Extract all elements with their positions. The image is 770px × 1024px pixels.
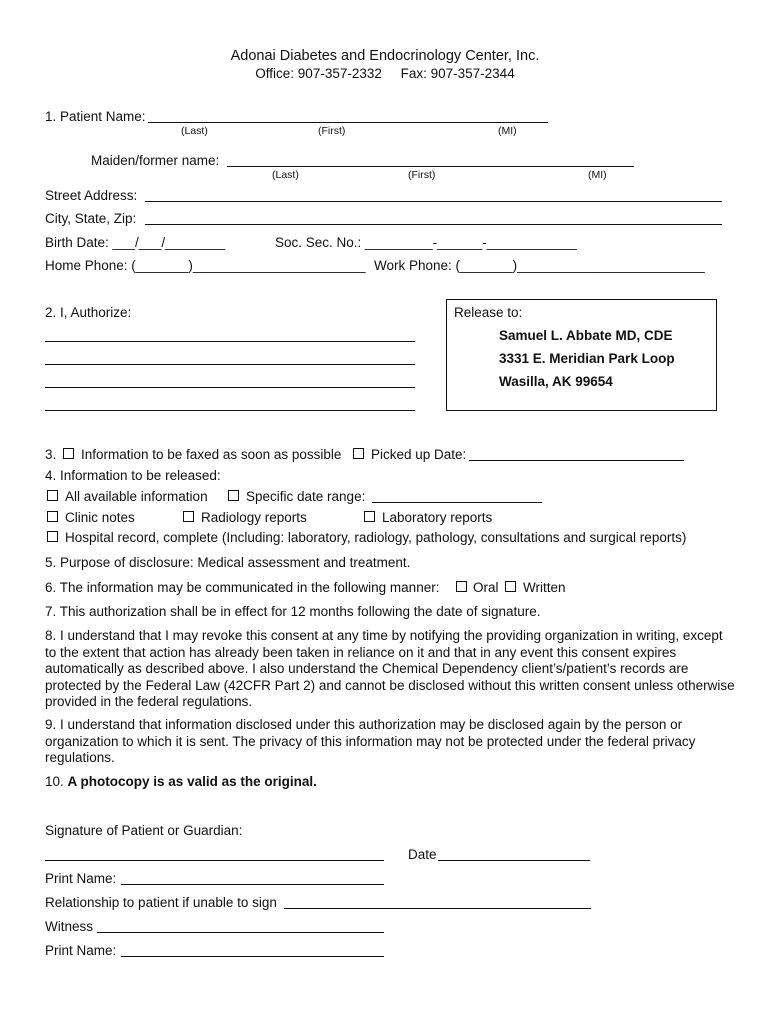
witness-label: Witness: [45, 919, 94, 934]
item-9: 9. I understand that information disclosed under this authorization may be disclosed again by the person or organization to which it is sent. The privacy of this information may not be protected under the federal privacy regulations.: [45, 717, 696, 765]
maiden-mi-hint: (MI): [588, 169, 607, 181]
first-hint: (First): [318, 125, 346, 137]
clinic-notes-checkbox[interactable]: [47, 511, 58, 522]
work-phone-field[interactable]: Work Phone: (_______)_________________________: [374, 258, 705, 273]
hospital-record-label: Hospital record, complete (Including: laboratory, radiology, pathology, consultations and surgical reports): [65, 530, 687, 545]
relationship-field[interactable]: [284, 908, 591, 909]
signature-label: Signature of Patient or Guardian:: [45, 823, 243, 838]
item-6: 6. The information may be communicated in the following manner:: [45, 580, 440, 595]
radiology-label: Radiology reports: [201, 510, 307, 525]
authorize-label: 2. I, Authorize:: [45, 305, 132, 320]
item-10-text: A photocopy is as valid as the original.: [67, 774, 317, 789]
picked-up-label: Picked up Date:: [371, 447, 467, 462]
print-name-2-field[interactable]: [121, 956, 384, 957]
authorize-line-3[interactable]: [45, 387, 415, 388]
item-7: 7. This authorization shall be in effect for 12 months following the date of signature.: [45, 604, 541, 619]
picked-up-date-field[interactable]: [469, 460, 684, 461]
print-name-2-label: Print Name:: [45, 943, 117, 958]
maiden-name-label: Maiden/former name:: [91, 153, 220, 168]
faxed-checkbox[interactable]: [63, 448, 74, 459]
item-10: [45, 774, 317, 789]
all-info-label: All available information: [65, 489, 208, 504]
release-city: Wasilla, AK 99654: [499, 374, 613, 389]
release-name: Samuel L. Abbate MD, CDE: [499, 328, 673, 343]
birth-date-field[interactable]: Birth Date: ___/___/________: [45, 235, 226, 250]
release-address: 3331 E. Meridian Park Loop: [499, 351, 675, 366]
picked-up-checkbox[interactable]: [353, 448, 364, 459]
laboratory-checkbox[interactable]: [364, 511, 375, 522]
maiden-first-hint: (First): [408, 169, 436, 181]
date-field[interactable]: [438, 860, 590, 861]
item-4-label: 4. Information to be released:: [45, 468, 221, 483]
patient-name-label: 1. Patient Name:: [45, 109, 146, 124]
contact-info: Office: 907-357-2332 Fax: 907-357-2344: [255, 66, 515, 81]
city-state-zip-field[interactable]: [145, 224, 722, 225]
home-phone-field[interactable]: Home Phone: (_______)_______________________: [45, 258, 366, 273]
authorize-line-1[interactable]: [45, 341, 415, 342]
maiden-last-hint: (Last): [272, 169, 299, 181]
item-10-number: 10.: [45, 774, 64, 789]
written-label: Written: [523, 580, 566, 595]
mi-hint: (MI): [498, 125, 517, 137]
specific-range-field[interactable]: [372, 502, 542, 503]
specific-range-checkbox[interactable]: [228, 490, 239, 501]
city-state-zip-label: City, State, Zip:: [45, 211, 137, 226]
witness-field[interactable]: [97, 932, 384, 933]
all-info-checkbox[interactable]: [47, 490, 58, 501]
date-label: Date: [408, 847, 437, 862]
oral-checkbox[interactable]: [456, 581, 467, 592]
street-address-field[interactable]: [145, 201, 722, 202]
release-to-label: Release to:: [454, 305, 523, 320]
signature-field[interactable]: [45, 860, 384, 861]
patient-name-field[interactable]: [148, 122, 548, 123]
item-8: 8. I understand that I may revoke this consent at any time by notifying the providing organization in writing, except to the extent that action has already been taken in reliance on it and that in any event this consent expires automatically as described above. I also understand the Chemical Dependency client’s/patient’s records are protected by the Federal Law (42CFR Part 2) and cannot be disclosed without this written consent unless otherwise provided in the federal regulations.: [45, 628, 735, 709]
authorize-line-2[interactable]: [45, 364, 415, 365]
specific-range-label: Specific date range:: [246, 489, 366, 504]
clinic-notes-label: Clinic notes: [65, 510, 135, 525]
oral-label: Oral: [473, 580, 499, 595]
authorize-line-4[interactable]: [45, 410, 415, 411]
hospital-record-checkbox[interactable]: [47, 531, 58, 542]
org-name: Adonai Diabetes and Endocrinology Center, Inc.: [230, 48, 540, 64]
print-name-field[interactable]: [121, 884, 384, 885]
laboratory-label: Laboratory reports: [382, 510, 493, 525]
print-name-label: Print Name:: [45, 871, 117, 886]
ssn-field[interactable]: Soc. Sec. No.: _________-______-____________: [275, 235, 577, 250]
faxed-label: Information to be faxed as soon as possible: [81, 447, 342, 462]
relationship-label: Relationship to patient if unable to sign: [45, 895, 277, 910]
written-checkbox[interactable]: [505, 581, 516, 592]
street-address-label: Street Address:: [45, 188, 138, 203]
maiden-name-field[interactable]: [227, 166, 634, 167]
item-3-number: 3.: [45, 447, 57, 462]
last-hint: (Last): [181, 125, 208, 137]
item-5: 5. Purpose of disclosure: Medical assessment and treatment.: [45, 555, 411, 570]
radiology-checkbox[interactable]: [183, 511, 194, 522]
